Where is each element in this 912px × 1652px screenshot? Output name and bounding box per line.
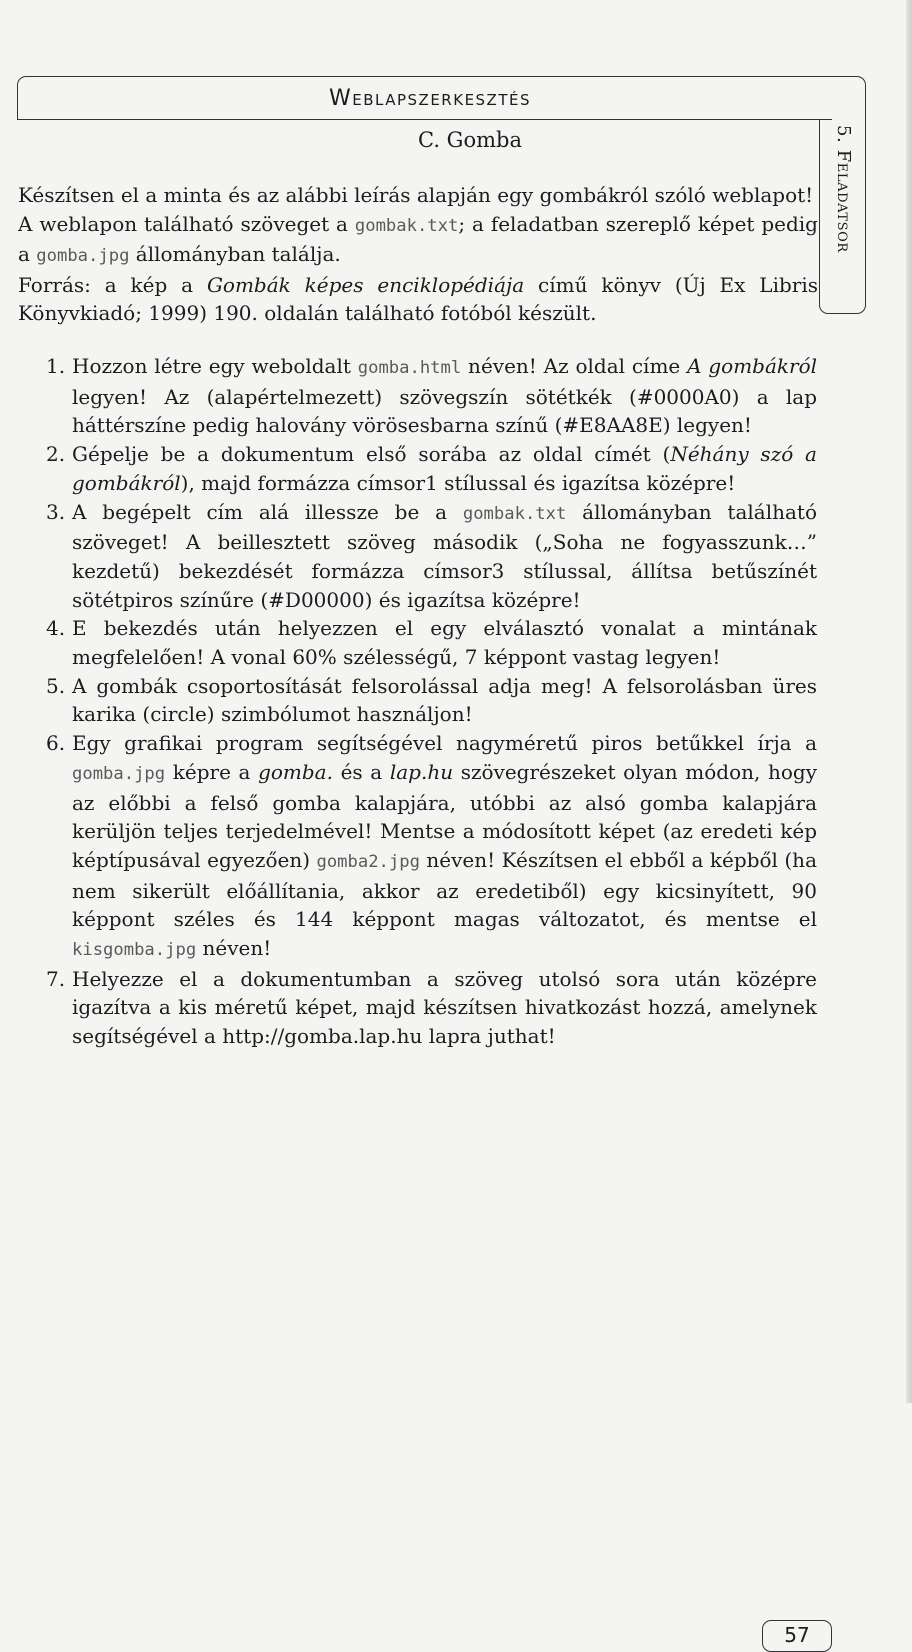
- task-text: ), majd formázza címsor1 stílussal és igazítsa középre!: [180, 470, 736, 495]
- intro-paragraph: [18, 181, 818, 328]
- task-number: 6.: [46, 731, 66, 756]
- task-text: néven!: [196, 936, 272, 961]
- page-title-text: A gombákról: [687, 354, 817, 378]
- intro-line-1: Készítsen el a minta és az alábbi leírás alapján egy gombákról szóló weblapot!: [18, 183, 814, 207]
- task-text: és a: [332, 759, 390, 784]
- task-text: legyen! Az (alapértelmezett) szövegszín sötétkék (#0000A0) a lap háttérszíne pedig halovány vörösesbarna színű (#E8AA8E) legyen!: [72, 384, 817, 438]
- overlay-word: gomba.: [258, 759, 333, 784]
- task-item: [18, 672, 817, 729]
- task-text: Hozzon létre egy weboldalt: [72, 354, 358, 378]
- scan-edge: [906, 0, 912, 1403]
- intro-text: A weblapon található szöveget a: [18, 211, 355, 236]
- filename: gomba.html: [357, 358, 462, 378]
- task-number: 4.: [46, 616, 66, 641]
- filename: gombak.txt: [354, 215, 459, 236]
- side-tab: [819, 119, 866, 314]
- filename: gombak.txt: [462, 503, 567, 524]
- task-list: [18, 352, 817, 1051]
- intro-text: című könyv (Új Ex Libris Könyvkiadó; 1999) 190. oldalán található fotóból készült.: [18, 272, 818, 326]
- task-number: 1.: [46, 354, 66, 378]
- page-number: 57: [762, 1620, 832, 1652]
- task-text: Gépelje be a dokumentum első sorába az oldal címét (: [72, 442, 671, 467]
- filename: gomba2.jpg: [316, 851, 420, 872]
- task-item: [18, 440, 817, 497]
- filename: gomba.jpg: [72, 763, 166, 784]
- task-title: C. Gomba: [418, 128, 522, 152]
- task-text: néven! Készítsen el ebből a képből (ha nem sikerült előállítania, akkor az eredetiből) egy kicsinyített, 90 képpont széles és 144 képpont magas változatot, és mentse el: [72, 847, 817, 932]
- task-text: néven! Az oldal címe: [461, 354, 688, 378]
- task-text: Egy grafikai program segítségével nagyméretű piros betűkkel írja a: [72, 731, 817, 756]
- task-number: 3.: [46, 499, 66, 524]
- intro-text: ; a feladatban szereplő képet pedig a: [18, 211, 818, 267]
- intro-text: állományban találja.: [129, 242, 341, 267]
- task-item: [18, 352, 817, 440]
- task-text: állományban található szöveget! A beillesztett szöveg második („Soha ne fogyasszunk…” kezdetű) bekezdését formázza címsor3 stílussal, állítsa betűszínét sötétpiros színűre (#D00000) és igazítsa középre!: [72, 499, 817, 612]
- task-text: E bekezdés után helyezzen el egy elválasztó vonalat a mintának megfelelően! A vonal 60% szélességű, 7 képpont vastag legyen!: [72, 616, 817, 670]
- task-text: A begépelt cím alá illessze be a: [72, 499, 463, 524]
- header-divider: [17, 119, 832, 120]
- overlay-word: lap.hu: [389, 759, 454, 784]
- book-title: Gombák képes enciklopédiája: [206, 272, 525, 297]
- filename: kisgomba.jpg: [72, 940, 197, 961]
- task-number: 5.: [46, 673, 66, 698]
- intro-text: Forrás: a kép a: [18, 272, 207, 297]
- task-text: szövegrészeket olyan módon, hogy az előbbi a felső gomba kalapjára, utóbbi az alsó gomba kalapjára kerüljön teljes terjedelmével! Mentse a módosított képet (az eredeti kép képtípusával egyezően): [72, 759, 817, 872]
- task-item: [18, 729, 817, 965]
- task-item: [18, 965, 817, 1051]
- task-text: Helyezze el a dokumentumban a szöveg utolsó sora után középre igazítva a kis méretű képet, majd készítsen hivatkozást hozzá, amelynek segítségével a http://gomba.lap.hu lapra juthat!: [72, 966, 817, 1049]
- side-tab-label: 5. Feladatsor: [833, 125, 854, 253]
- task-text: képre a: [165, 759, 259, 784]
- task-number: 7.: [46, 966, 66, 991]
- heading-text: Néhány szó a gombákról: [72, 442, 817, 495]
- section-title: Weblapszerkesztés: [329, 86, 531, 111]
- task-item: [18, 614, 817, 671]
- task-number: 2.: [46, 442, 66, 467]
- task-text: A gombák csoportosítását felsorolással adja meg! A felsorolásban üres karika (circle) szimbólumot használjon!: [72, 673, 817, 727]
- filename: gomba.jpg: [36, 246, 130, 267]
- task-item: [18, 498, 817, 615]
